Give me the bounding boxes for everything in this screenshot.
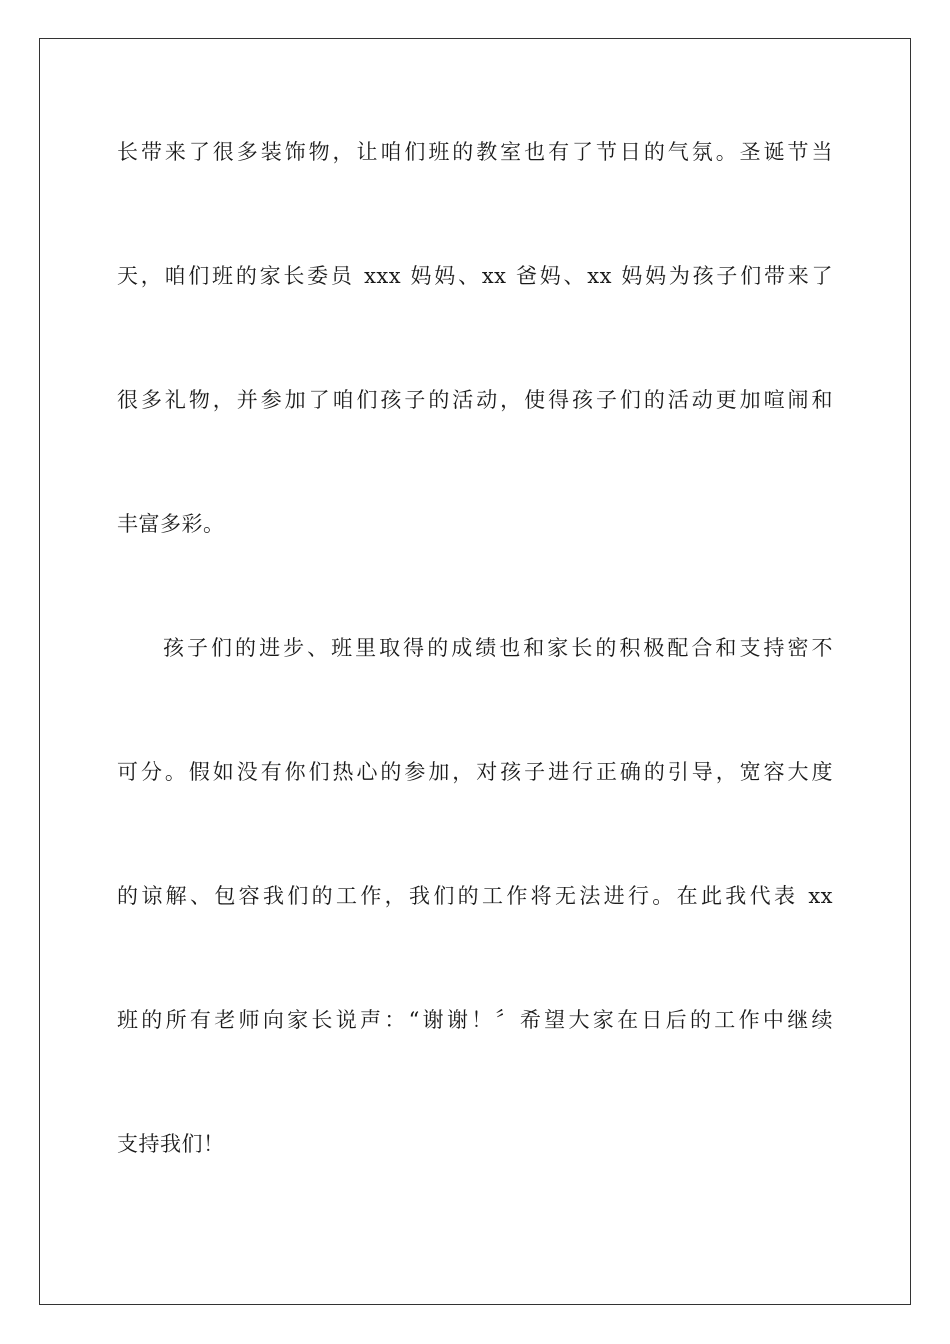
- paragraph-line-7: 的谅解、包容我们的工作，我们的工作将无法进行。在此我代表 xx: [117, 884, 833, 908]
- paragraph-line-8: 班的所有老师向家长说声：“谢谢！〞希望大家在日后的工作中继续: [117, 1008, 833, 1032]
- paragraph-line-1: 长带来了很多装饰物，让咱们班的教室也有了节日的气氛。圣诞节当: [117, 140, 833, 164]
- page-border: [39, 38, 911, 1305]
- paragraph-line-9: 支持我们！: [117, 1132, 225, 1156]
- paragraph-line-5: 孩子们的进步、班里取得的成绩也和家长的积极配合和支持密不: [163, 636, 833, 660]
- paragraph-line-2: 天，咱们班的家长委员 xxx 妈妈、xx 爸妈、xx 妈妈为孩子们带来了: [117, 264, 833, 288]
- paragraph-line-4: 丰富多彩。: [117, 512, 225, 536]
- paragraph-line-3: 很多礼物，并参加了咱们孩子的活动，使得孩子们的活动更加喧闹和: [117, 388, 833, 412]
- paragraph-line-6: 可分。假如没有你们热心的参加，对孩子进行正确的引导，宽容大度: [117, 760, 833, 784]
